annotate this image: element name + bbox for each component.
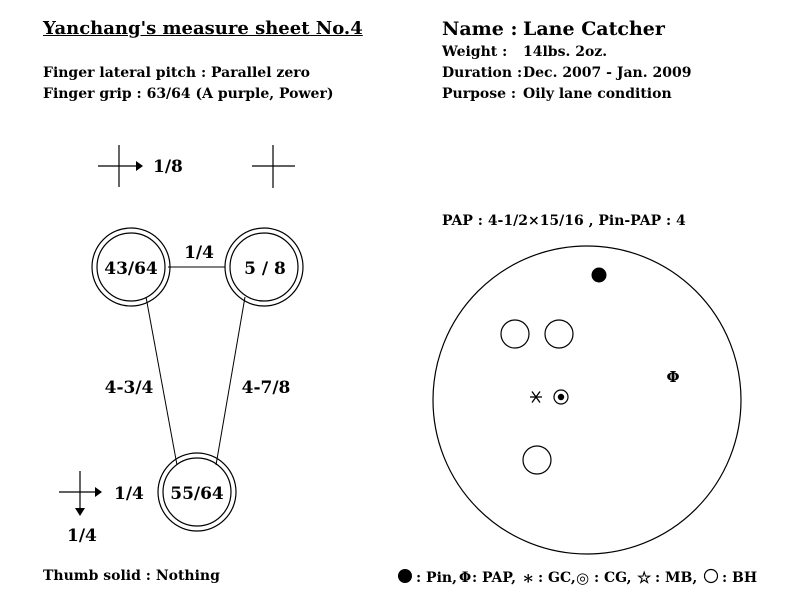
purpose-label: Purpose : [442,86,517,102]
thumb-pitch-down-arrow-icon [75,508,85,516]
sheet-title: Yanchang's measure sheet No.4 [43,18,363,39]
legend-cg: : CG, [594,570,632,586]
finger-hole-left-marker [501,320,529,348]
legend-bh: : BH [722,570,758,586]
legend-gc: : GC, [538,570,576,586]
right-finger-hole-label: 5 / 8 [244,259,286,279]
thumb-solid: Thumb solid : Nothing [43,568,220,584]
thumb-pitch-down-label: 1/4 [67,526,97,546]
legend-pin-icon [398,569,412,583]
thumb-hole-marker [523,446,551,474]
right-span-label: 4-7/8 [241,378,291,398]
thumb-hole-label: 55/64 [170,484,224,504]
duration-value: Dec. 2007 - Jan. 2009 [523,65,692,81]
legend-bh-icon [705,570,718,583]
pap-marker: Φ [666,368,680,386]
thumb-pitch-cross [59,471,100,511]
legend-mb-icon: ☆ [637,568,652,587]
finger-pitch-arrow-icon [136,161,143,171]
left-span-label: 4-3/4 [104,378,154,398]
legend-pap: : PAP, [472,570,517,586]
legend-cg-icon: ◎ [576,569,590,587]
weight-value: 14lbs. 2oz. [523,44,608,60]
legend-pap-icon: Φ [459,570,472,586]
left-finger-hole-label: 43/64 [104,259,158,279]
gc-marker [530,392,542,403]
finger-grip: Finger grip : 63/64 (A purple, Power) [43,86,334,102]
legend-pin: : Pin, [416,570,457,586]
name-label: Name : [442,18,518,40]
finger-span-label: 1/4 [184,243,214,263]
duration-label: Duration : [442,65,523,81]
finger-lateral-pitch: Finger lateral pitch : Parallel zero [43,65,310,81]
pin-marker [592,268,607,283]
finger-pitch-cross-left [98,145,142,187]
finger-hole-right-marker [545,320,573,348]
purpose-value: Oily lane condition [523,86,672,102]
ball-outline [433,246,741,554]
thumb-pitch-right-arrow-icon [95,487,102,497]
pap-text: PAP : 4-1/2×15/16 , Pin-PAP : 4 [442,213,686,229]
name-value: Lane Catcher [523,18,665,40]
legend-gc-icon: ∗ [522,568,535,589]
thumb-pitch-side-label: 1/4 [114,484,144,504]
legend-mb: : MB, [655,570,698,586]
finger-pitch-cross-right [252,145,295,188]
finger-pitch-top-label: 1/8 [153,157,183,177]
cg-marker [554,390,568,404]
weight-label: Weight : [442,44,508,60]
